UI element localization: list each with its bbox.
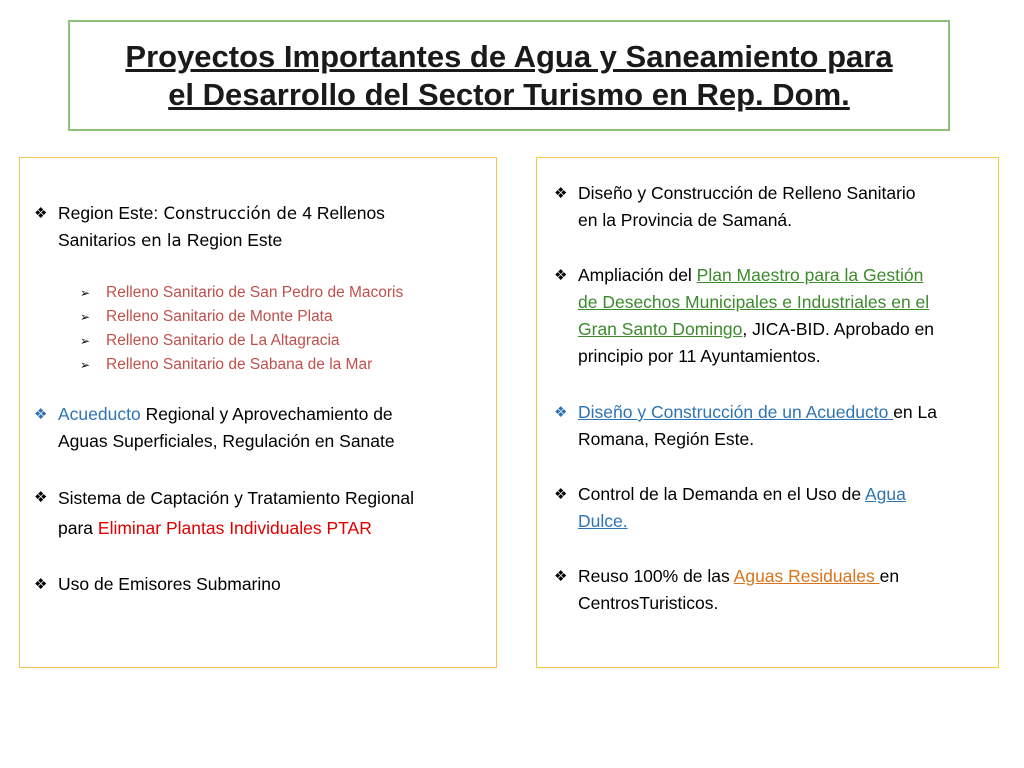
aguas-residuales-link[interactable]: Aguas Residuales [733,566,880,586]
diamond-bullet-icon: ❖ [554,486,568,503]
arrow-bullet-icon: ➢ [80,286,91,300]
acueducto-link[interactable]: Diseño y Construcción de un Acueducto [578,402,894,422]
sub-item-san-pedro: ➢ Relleno Sanitario de San Pedro de Macoris [78,281,488,305]
sub-item-monte-plata: ➢ Relleno Sanitario de Monte Plata [78,305,488,329]
right-bullet-demanda: ❖ Control de la Demanda en el Uso de Agua Dulce. [554,481,994,535]
diamond-bullet-icon: ❖ [554,267,568,284]
right-bullet-acueducto: ❖ Diseño y Construcción de un Acueducto en La Romana, Región Este. [554,399,994,453]
diamond-bullet-icon: ❖ [554,568,568,585]
title-line-2: el Desarrollo del Sector Turismo en Rep. Dom. [168,76,850,112]
title-line-1: Proyectos Importantes de Agua y Saneamiento para [125,38,893,74]
plan-maestro-link[interactable]: de Desechos Municipales e Industriales en el [578,292,930,312]
left-bullet-region-este: ❖ Region Este: Construcción de 4 Rellenos Sanitarios en la Region Este [34,200,484,254]
arrow-bullet-icon: ➢ [80,310,91,324]
agua-dulce-link[interactable]: Dulce. [578,511,628,531]
left-bullet-emisores: ❖ Uso de Emisores Submarino [34,571,484,598]
sub-item-altagracia: ➢ Relleno Sanitario de La Altagracia [78,329,488,353]
right-panel [536,157,999,668]
diamond-bullet-icon: ❖ [34,489,48,506]
sub-item-sabana: ➢ Relleno Sanitario de Sabana de la Mar [78,353,488,377]
right-bullet-reuso: ❖ Reuso 100% de las Aguas Residuales en CentrosTuristicos. [554,563,994,617]
arrow-bullet-icon: ➢ [80,358,91,372]
slide-title [125,38,892,114]
diamond-bullet-icon: ❖ [554,185,568,202]
diamond-bullet-icon: ❖ [34,205,48,222]
right-bullet-samana: ❖ Diseño y Construcción de Relleno Sanitario en la Provincia de Samaná. [554,180,994,234]
diamond-bullet-icon: ❖ [34,406,48,423]
title-box [68,20,950,131]
diamond-bullet-icon: ❖ [554,404,568,421]
left-bullet-acueducto: ❖ Acueducto Regional y Aprovechamiento de Aguas Superficiales, Regulación en Sanate [34,401,484,455]
plan-maestro-link[interactable]: Gran Santo Domingo [578,319,743,339]
left-bullet-sistema: ❖ Sistema de Captación y Tratamiento Regional para Eliminar Plantas Individuales PTAR [34,483,484,543]
arrow-bullet-icon: ➢ [80,334,91,348]
agua-dulce-link[interactable]: Agua [864,484,906,504]
right-bullet-plan-maestro: ❖ Ampliación del Plan Maestro para la Gestión de Desechos Municipales e Industriales en el Gran Santo Domingo, JICA-BID. Aprobado en principio por 11 Ayuntamientos. [554,262,994,370]
left-panel [19,157,497,668]
diamond-bullet-icon: ❖ [34,576,48,593]
plan-maestro-link[interactable]: Plan Maestro para la Gestión [696,265,924,285]
